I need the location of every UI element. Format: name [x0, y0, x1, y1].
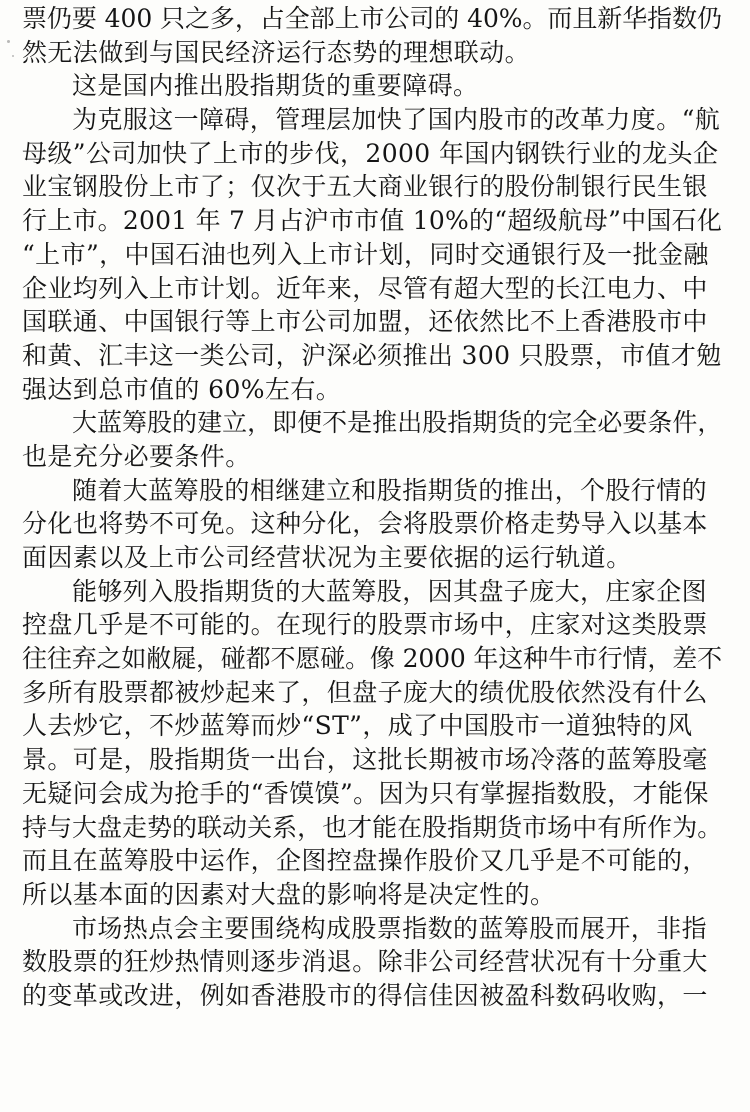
text-line: 而且在蓝筹股中运作，企图控盘操作股价又几乎是不可能的， — [22, 846, 708, 876]
text-line: 控盘几乎是不可能的。在现行的股票市场中，庄家对这类股票 — [22, 610, 708, 640]
text-line: 多所有股票都被炒起来了，但盘子庞大的绩优股依然没有什么 — [22, 677, 708, 707]
text-line: 无疑问会成为抢手的“香馍馍”。因为只有掌握指数股，才能保 — [22, 778, 709, 808]
body-text — [22, 2, 722, 1013]
text-line: 持与大盘走势的联动关系，也才能在股指期货市场中有所作为。 — [22, 812, 723, 842]
scan-speck — [12, 55, 14, 57]
text-line: 国联通、中国银行等上市公司加盟，还依然比不上香港股市中 — [22, 307, 708, 337]
text-line: 票仍要 400 只之多，占全部上市公司的 40%。而且新华指数仍 — [22, 4, 722, 33]
text-line: 能够列入股指期货的大蓝筹股，因其盘子庞大，庄家企图 — [72, 576, 708, 606]
text-line: 所以基本面的因素对大盘的影响将是决定性的。 — [22, 879, 556, 909]
text-line: 然无法做到与国民经济运行态势的理想联动。 — [22, 37, 531, 67]
text-line: 的变革或改进，例如香港股市的得信佳因被盈科数码收购，一 — [22, 980, 708, 1010]
text-line: 分化也将势不可免。这种分化，会将股票价格走势导入以基本 — [22, 509, 708, 539]
text-line: 往往弃之如敝屣，碰都不愿碰。像 2000 年这种牛市行情，差不 — [22, 644, 722, 674]
text-line: 随着大蓝筹股的相继建立和股指期货的推出，个股行情的 — [72, 475, 708, 505]
text-line: 这是国内推出股指期货的重要障碍。 — [72, 71, 479, 101]
scan-speck — [7, 40, 10, 43]
text-line: 行上市。2001 年 7 月占沪市市值 10%的“超级航母”中国石化 — [22, 206, 723, 236]
text-line: 也是充分必要条件。 — [22, 441, 251, 471]
text-line: 市场热点会主要围绕构成股票指数的蓝筹股而展开，非指 — [72, 913, 708, 943]
text-line: 面因素以及上市公司经营状况为主要依据的运行轨道。 — [22, 543, 632, 572]
text-line: 为克服这一障碍，管理层加快了国内股市的改革力度。“航 — [72, 105, 721, 135]
text-line: 企业均列入上市计划。近年来，尽管有超大型的长江电力、中 — [22, 273, 708, 303]
text-line: 强达到总市值的 60%左右。 — [22, 374, 342, 404]
text-line: 母级”公司加快了上市的步伐，2000 年国内钢铁行业的龙头企 — [22, 138, 719, 168]
text-line: “上市”，中国石油也列入上市计划，同时交通银行及一批金融 — [22, 239, 709, 269]
text-line: 景。可是，股指期货一出台，这批长期被市场冷落的蓝筹股毫 — [22, 745, 708, 775]
text-line: 数股票的狂炒热情则逐步消退。除非公司经营状况有十分重大 — [22, 947, 708, 977]
text-line: 和黄、汇丰这一类公司，沪深必须推出 300 只股票，市值才勉 — [22, 340, 722, 370]
text-line: 大蓝筹股的建立，即便不是推出股指期货的完全必要条件， — [72, 408, 723, 438]
text-line: 业宝钢股份上市了；仅次于五大商业银行的股份制银行民生银 — [22, 172, 708, 202]
text-line: 人去炒它，不炒蓝筹而炒“ST”，成了中国股市一道独特的风 — [22, 711, 693, 741]
